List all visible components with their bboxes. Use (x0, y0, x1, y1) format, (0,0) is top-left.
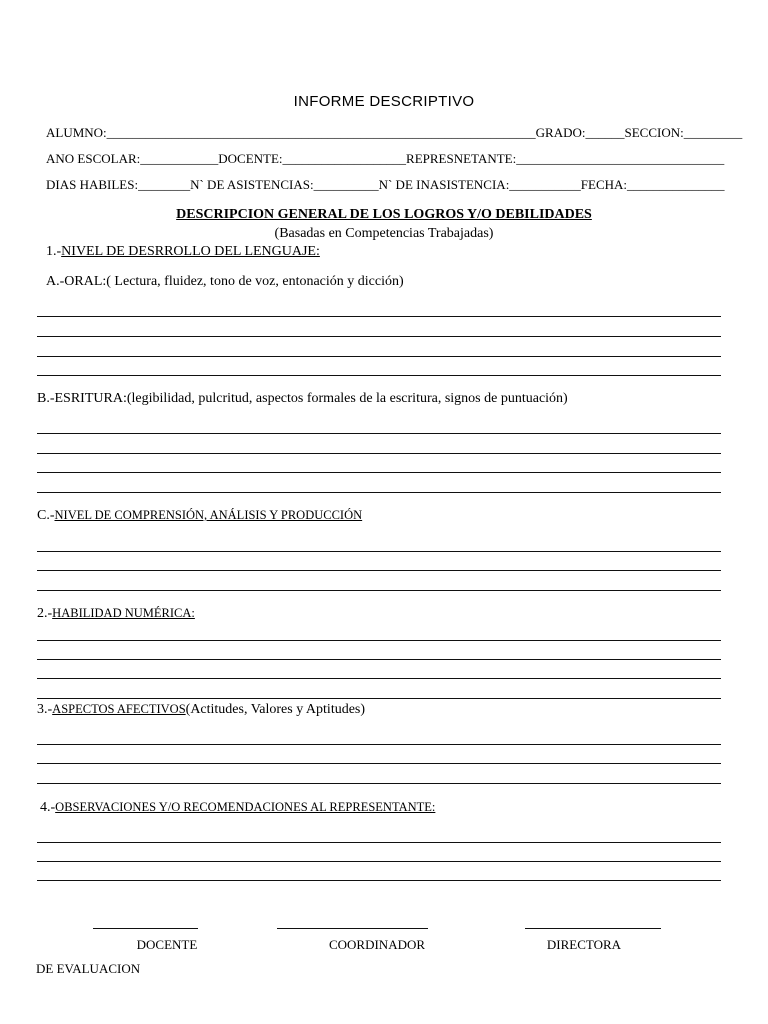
answer-line (37, 453, 721, 454)
section-3-suffix: (Actitudes, Valores y Aptitudes) (185, 702, 366, 717)
answer-line (37, 861, 721, 862)
signature-label-docente: DOCENTE (136, 937, 198, 952)
section-3-prefix: 3.- (37, 702, 53, 717)
section-2-prefix: 2.- (37, 606, 53, 621)
signature-label-evaluacion: DE EVALUACION (36, 961, 141, 976)
section-4-title (40, 800, 435, 816)
section-3-title (37, 702, 365, 718)
answer-line (37, 842, 721, 843)
answer-line (37, 570, 721, 571)
section-c-title (37, 508, 362, 524)
signature-label-coordinador: COORDINADOR (328, 937, 426, 952)
answer-line (37, 316, 721, 317)
section-heading: DESCRIPCION GENERAL DE LOS LOGROS Y/O DEBILIDADES (176, 207, 592, 222)
document-title: INFORME DESCRIPTIVO (293, 93, 475, 110)
section-c-prefix: C.- (37, 508, 55, 523)
answer-line (37, 880, 721, 881)
section-1-prefix: 1.- (46, 244, 62, 259)
section-c-label: NIVEL DE COMPRENSIÓN, ANÁLISIS Y PRODUCCIÓN (54, 508, 363, 522)
answer-line (37, 698, 721, 699)
signature-line-directora (525, 928, 661, 929)
section-4-label: OBSERVACIONES Y/O RECOMENDACIONES AL REPRESENTANTE: (55, 800, 436, 814)
answer-line (37, 356, 721, 357)
answer-line (37, 744, 721, 745)
student-field-row: ALUMNO:__________________________________________________________________GRADO:______SECCION:_________ (46, 125, 743, 140)
section-a-title: A.-ORAL:( Lectura, fluidez, tono de voz, entonación y dicción) (46, 274, 404, 289)
attendance-field-row: DIAS HABILES:________N` DE ASISTENCIAS:__________N` DE INASISTENCIA:___________FECHA:_______________ (46, 177, 725, 192)
answer-line (37, 492, 721, 493)
section-1-label: NIVEL DE DESRROLLO DEL LENGUAJE: (61, 244, 320, 259)
section-2-title (37, 606, 195, 622)
answer-line (37, 375, 721, 376)
school-year-field-row: ANO ESCOLAR:____________DOCENTE:___________________REPRESNETANTE:________________________________ (46, 151, 725, 166)
section-4-prefix: 4.- (40, 800, 56, 815)
section-3-label: ASPECTOS AFECTIVOS (52, 702, 186, 716)
section-subheading: (Basadas en Competencias Trabajadas) (274, 226, 494, 241)
answer-line (37, 433, 721, 434)
signature-line-docente (93, 928, 198, 929)
signature-line-coordinador (277, 928, 428, 929)
signature-label-directora: DIRECTORA (546, 937, 622, 952)
section-1-title (46, 244, 320, 260)
answer-line (37, 783, 721, 784)
answer-line (37, 678, 721, 679)
answer-line (37, 551, 721, 552)
answer-line (37, 659, 721, 660)
answer-line (37, 336, 721, 337)
answer-line (37, 590, 721, 591)
answer-line (37, 640, 721, 641)
section-2-label: HABILIDAD NUMÉRICA: (52, 606, 195, 620)
section-b-title: B.-ESRITURA:(legibilidad, pulcritud, aspectos formales de la escritura, signos de puntuación) (37, 391, 568, 406)
answer-line (37, 472, 721, 473)
answer-line (37, 763, 721, 764)
